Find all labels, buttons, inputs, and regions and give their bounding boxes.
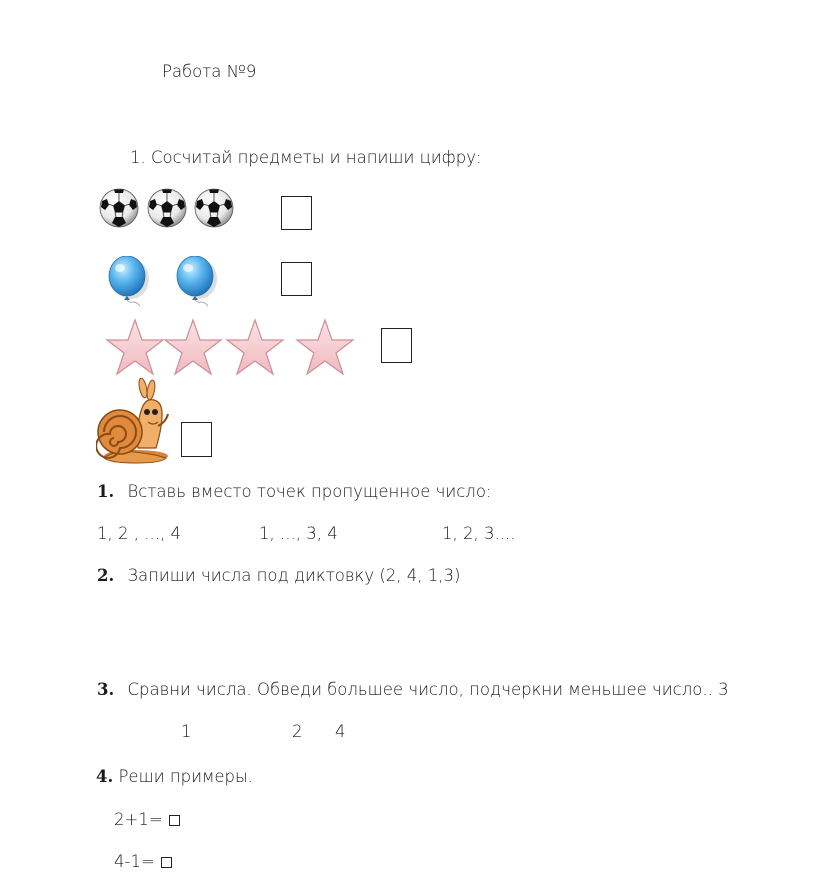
soccer-ball-icon [194, 188, 234, 228]
example-2-text: 4-1= [114, 852, 155, 871]
example-1-text: 2+1= [114, 810, 163, 829]
task5-heading [96, 767, 253, 787]
task2-text: Вставь вместо точек пропущенное число: [127, 482, 492, 501]
answer-box-snail[interactable] [181, 422, 212, 457]
star-icon [163, 318, 223, 376]
compare-number-1: 1 [181, 722, 192, 741]
star-icon [105, 318, 165, 376]
task3-text: Запиши числа под диктовку (2, 4, 1,3) [127, 566, 461, 585]
sequence-1: 1, 2 , ..., 4 [97, 524, 181, 543]
task1-heading: 1. Сосчитай предметы и напиши цифру: [130, 148, 482, 167]
answer-square-1[interactable] [169, 815, 180, 826]
answer-box-balls[interactable] [281, 196, 312, 230]
compare-number-3: 4 [335, 722, 346, 741]
sequence-3: 1, 2, 3.... [442, 524, 516, 543]
example-1 [114, 810, 180, 830]
task4-heading [97, 680, 729, 700]
snail-icon [96, 378, 170, 464]
soccer-ball-icon [147, 188, 187, 228]
task5-number: 4. [96, 767, 114, 786]
task2-heading [97, 482, 491, 502]
task4-text: Сравни числа. Обведи большее число, подчеркни меньшее число.. 3 [127, 680, 729, 699]
task5-text: Реши примеры. [118, 767, 253, 786]
soccer-ball-icon [99, 188, 139, 228]
task4-number: 3. [97, 680, 115, 699]
task3-number: 2. [97, 566, 115, 585]
task2-number: 1. [97, 482, 115, 501]
star-icon [225, 318, 285, 376]
sequence-2: 1, ..., 3, 4 [259, 524, 338, 543]
answer-square-2[interactable] [161, 857, 172, 868]
task3-heading [97, 566, 460, 586]
page-title: Работа №9 [162, 62, 257, 81]
balloon-icon [106, 256, 156, 308]
answer-box-stars[interactable] [381, 328, 412, 363]
answer-box-balloons[interactable] [281, 262, 312, 296]
star-icon [295, 318, 355, 376]
compare-number-2: 2 [292, 722, 303, 741]
example-2 [114, 852, 172, 872]
balloon-icon [174, 256, 224, 308]
